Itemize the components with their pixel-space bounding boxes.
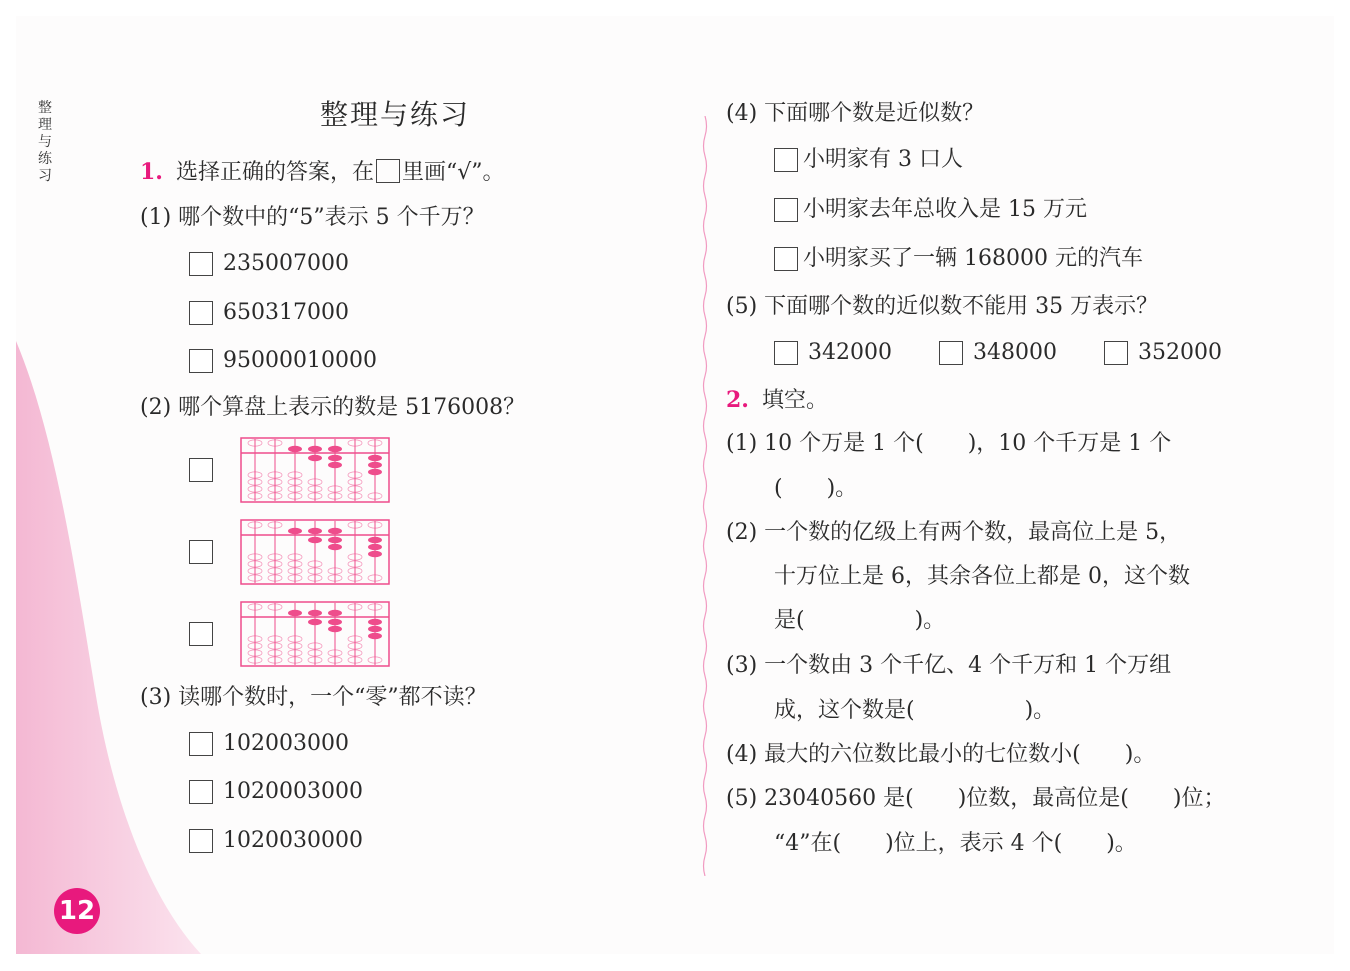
- option-text: 95000010000: [223, 348, 377, 373]
- option-text: 小明家去年总收入是 15 万元: [803, 197, 1087, 222]
- q1-instruction-prefix: 选择正确的答案，在: [175, 160, 374, 185]
- abacus-lower-bead: [368, 626, 382, 632]
- q1-sub5-prompt: (5) 下面哪个数的近似数不能用 35 万表示？: [726, 294, 1159, 319]
- answer-checkbox[interactable]: [189, 622, 213, 646]
- abacus-lower-bead: [368, 469, 382, 475]
- q1-number: 1.: [140, 159, 163, 185]
- q1-sub3-prompt: (3) 读哪个数时，一个“零”都不读？: [140, 685, 487, 710]
- answer-checkbox[interactable]: [774, 148, 798, 172]
- fill-line: (4) 最大的六位数比最小的七位数小( )。: [726, 742, 1156, 767]
- side-label-char: 与: [38, 134, 52, 150]
- fill-line: ( )。: [774, 476, 858, 501]
- abacus-lower-bead: [368, 537, 382, 543]
- option-text: 1020003000: [223, 779, 363, 804]
- answer-checkbox[interactable]: [189, 732, 213, 756]
- fill-line: (5) 23040560 是( )位数，最高位是( )位；: [726, 786, 1226, 811]
- option-text: 小明家有 3 口人: [803, 147, 963, 172]
- answer-checkbox[interactable]: [774, 198, 798, 222]
- q1-sub2-prompt: (2) 哪个算盘上表示的数是 5176008？: [140, 395, 526, 420]
- page-title: 整理与练习: [320, 98, 471, 131]
- abacus-lower-bead: [368, 462, 382, 468]
- abacus-upper-bead: [288, 528, 302, 534]
- fill-line: 成，这个数是( )。: [774, 698, 1056, 723]
- fill-line: 是( )。: [774, 608, 946, 633]
- option-text: 352000: [1138, 340, 1222, 365]
- q1-instruction-suffix: 里画“√”。: [401, 160, 505, 185]
- abacus-lower-bead: [308, 619, 322, 625]
- page-number-badge: 12: [54, 888, 100, 934]
- answer-checkbox[interactable]: [189, 780, 213, 804]
- answer-checkbox[interactable]: [189, 458, 213, 482]
- abacus-lower-bead: [308, 455, 322, 461]
- abacus-option-a: [240, 437, 390, 503]
- checkbox-sample: [376, 159, 400, 183]
- abacus-lower-bead: [308, 537, 322, 543]
- abacus-option-c: [240, 601, 390, 667]
- fill-line: (3) 一个数由 3 个千亿、4 个千万和 1 个万组: [726, 653, 1172, 678]
- q2-number: 2.: [726, 387, 749, 413]
- answer-checkbox[interactable]: [189, 252, 213, 276]
- q2-instruction: 填空。: [761, 388, 828, 413]
- abacus-lower-bead: [328, 619, 342, 625]
- abacus-lower-bead: [328, 462, 342, 468]
- abacus-lower-bead: [368, 551, 382, 557]
- side-section-label: [38, 100, 56, 185]
- q1-sub1-prompt: (1) 哪个数中的“5”表示 5 个千万？: [140, 205, 485, 230]
- abacus-lower-bead: [368, 455, 382, 461]
- option-text: 小明家买了一辆 168000 元的汽车: [803, 246, 1143, 271]
- option-text: 1020030000: [223, 828, 363, 853]
- answer-checkbox[interactable]: [1104, 341, 1128, 365]
- q1-heading: [140, 158, 505, 187]
- fill-line: “4”在( )位上，表示 4 个( )。: [774, 831, 1137, 856]
- answer-checkbox[interactable]: [189, 540, 213, 564]
- abacus-lower-bead: [368, 544, 382, 550]
- option-text: 235007000: [223, 251, 349, 276]
- fill-line: (1) 10 个万是 1 个( )，10 个千万是 1 个: [726, 431, 1172, 456]
- side-label-char: 理: [38, 117, 52, 133]
- fill-line: (2) 一个数的亿级上有两个数，最高位上是 5，: [726, 520, 1182, 545]
- abacus-upper-bead: [308, 610, 322, 616]
- answer-checkbox[interactable]: [939, 341, 963, 365]
- abacus-lower-bead: [328, 455, 342, 461]
- abacus-option-b: [240, 519, 390, 585]
- abacus-lower-bead: [328, 626, 342, 632]
- abacus-upper-bead: [288, 446, 302, 452]
- pink-decoration: [16, 16, 1334, 954]
- side-label-char: 练: [38, 151, 52, 167]
- workbook-page: [16, 16, 1334, 954]
- option-text: 348000: [973, 340, 1057, 365]
- abacus-upper-bead: [308, 446, 322, 452]
- answer-checkbox[interactable]: [189, 829, 213, 853]
- side-label-char: 习: [38, 168, 52, 184]
- side-label-char: 整: [38, 100, 52, 116]
- answer-checkbox[interactable]: [189, 301, 213, 325]
- q2-heading: [726, 386, 828, 415]
- option-text: 102003000: [223, 731, 349, 756]
- page-divider: [702, 116, 708, 876]
- abacus-upper-bead: [308, 528, 322, 534]
- abacus-lower-bead: [328, 544, 342, 550]
- abacus-upper-bead: [288, 610, 302, 616]
- option-text: 342000: [808, 340, 892, 365]
- abacus-upper-bead: [328, 528, 342, 534]
- abacus-lower-bead: [368, 619, 382, 625]
- answer-checkbox[interactable]: [189, 349, 213, 373]
- answer-checkbox[interactable]: [774, 247, 798, 271]
- abacus-upper-bead: [328, 610, 342, 616]
- fill-line: 十万位上是 6，其余各位上都是 0，这个数: [774, 564, 1190, 589]
- abacus-upper-bead: [328, 446, 342, 452]
- option-text: 650317000: [223, 300, 349, 325]
- abacus-lower-bead: [368, 633, 382, 639]
- abacus-lower-bead: [328, 537, 342, 543]
- q1-sub4-prompt: (4) 下面哪个数是近似数？: [726, 101, 985, 126]
- answer-checkbox[interactable]: [774, 341, 798, 365]
